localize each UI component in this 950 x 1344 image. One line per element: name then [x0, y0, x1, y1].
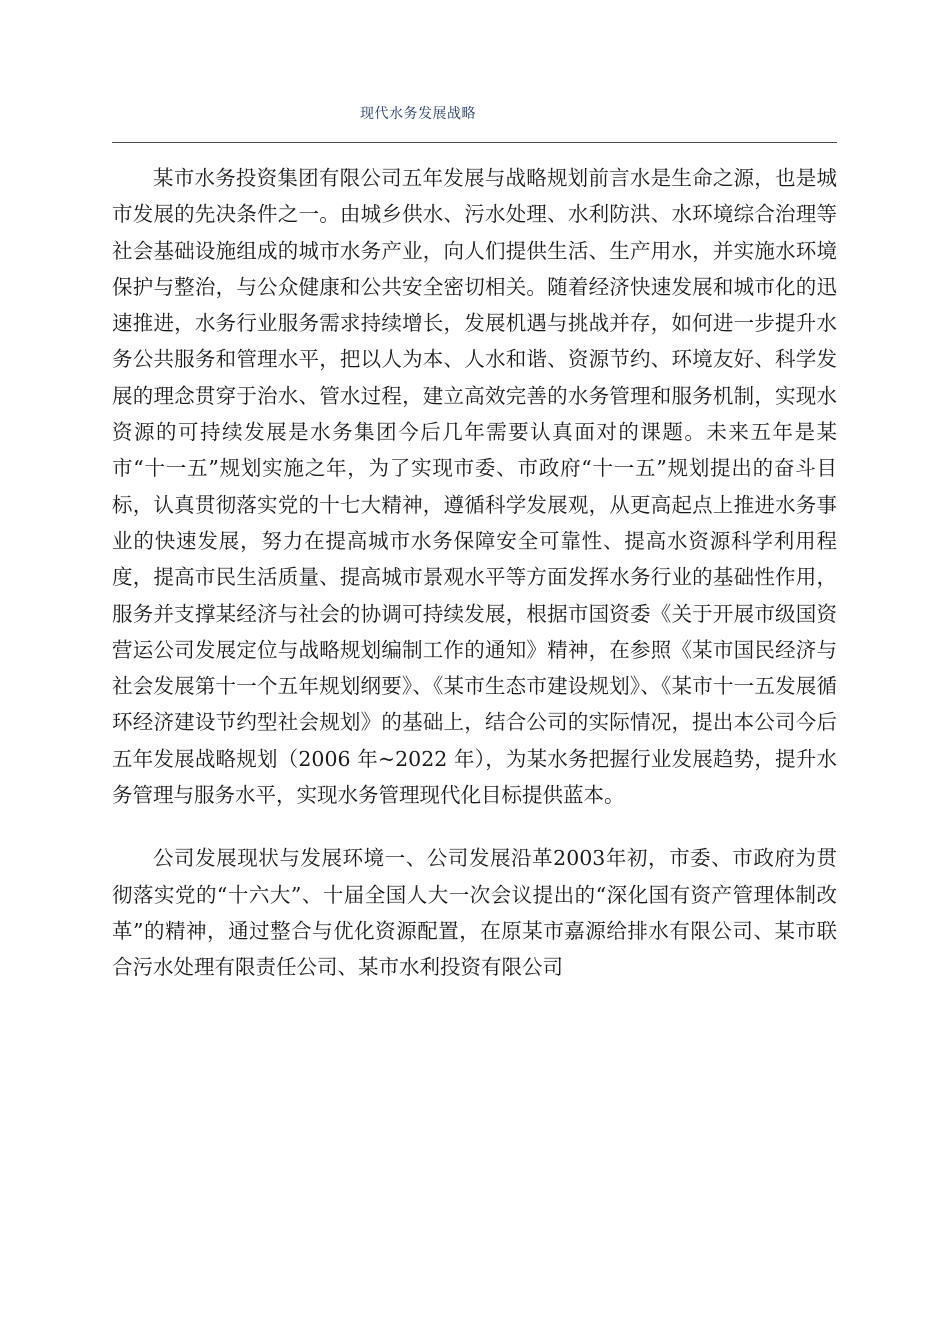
paragraph-intro: 某市水务投资集团有限公司五年发展与战略规划前言水是生命之源，也是城市发展的先决条件之一。由城乡供水、污水处理、水利防洪、水环境综合治理等社会基础设施组成的城市水务产业，向人们提供生活、生产用水，并实施水环境保护与整治，与公众健康和公共安全密切相关。随着经济快速发展和城市化的迅速推进，水务行业服务需求持续增长，发展机遇与挑战并存，如何进一步提升水务公共服务和管理水平，把以人为本、人水和谐、资源节约、环境友好、科学发展的理念贯穿于治水、管水过程，建立高效完善的水务管理和服务机制，实现水资源的可持续发展是水务集团今后几年需要认真面对的课题。未来五年是某市“十一五”规划实施之年，为了实现市委、市政府“十一五”规划提出的奋斗目标，认真贯彻落实党的十七大精神，遵循科学发展观，从更高起点上推进水务事业的快速发展，努力在提高城市水务保障安全可靠性、提高水资源科学利用程度，提高市民生活质量、提高城市景观水平等方面发挥水务行业的基础性作用，服务并支撑某经济与社会的协调可持续发展，根据市国资委《关于开展市级国资营运公司发展定位与战略规划编制工作的通知》精神，在参照《某市国民经济与社会发展第十一个五年规划纲要》、《某市生态市建设规划》、《某市十一五发展循环经济建设节约型社会规划》的基础上，结合公司的实际情况，提出本公司今后五年发展战略规划（2006 年~2022 年），为某水务把握行业发展趋势，提升水务管理与服务水平，实现水务管理现代化目标提供蓝本。 [112, 166, 837, 808]
paragraph-company-history: 公司发展现状与发展环境一、公司发展沿革2003年初，市委、市政府为贯彻落实党的“十六大”、十届全国人大一次会议提出的“深化国有资产管理体制改革”的精神，通过整合与优化资源配置，在原某市嘉源给排水有限公司、某市联合污水处理有限责任公司、某市水利投资有限公司 [112, 846, 837, 980]
header-title: 现代水务发展战略 [360, 106, 476, 122]
document-body [112, 160, 837, 986]
page-header [112, 104, 837, 143]
